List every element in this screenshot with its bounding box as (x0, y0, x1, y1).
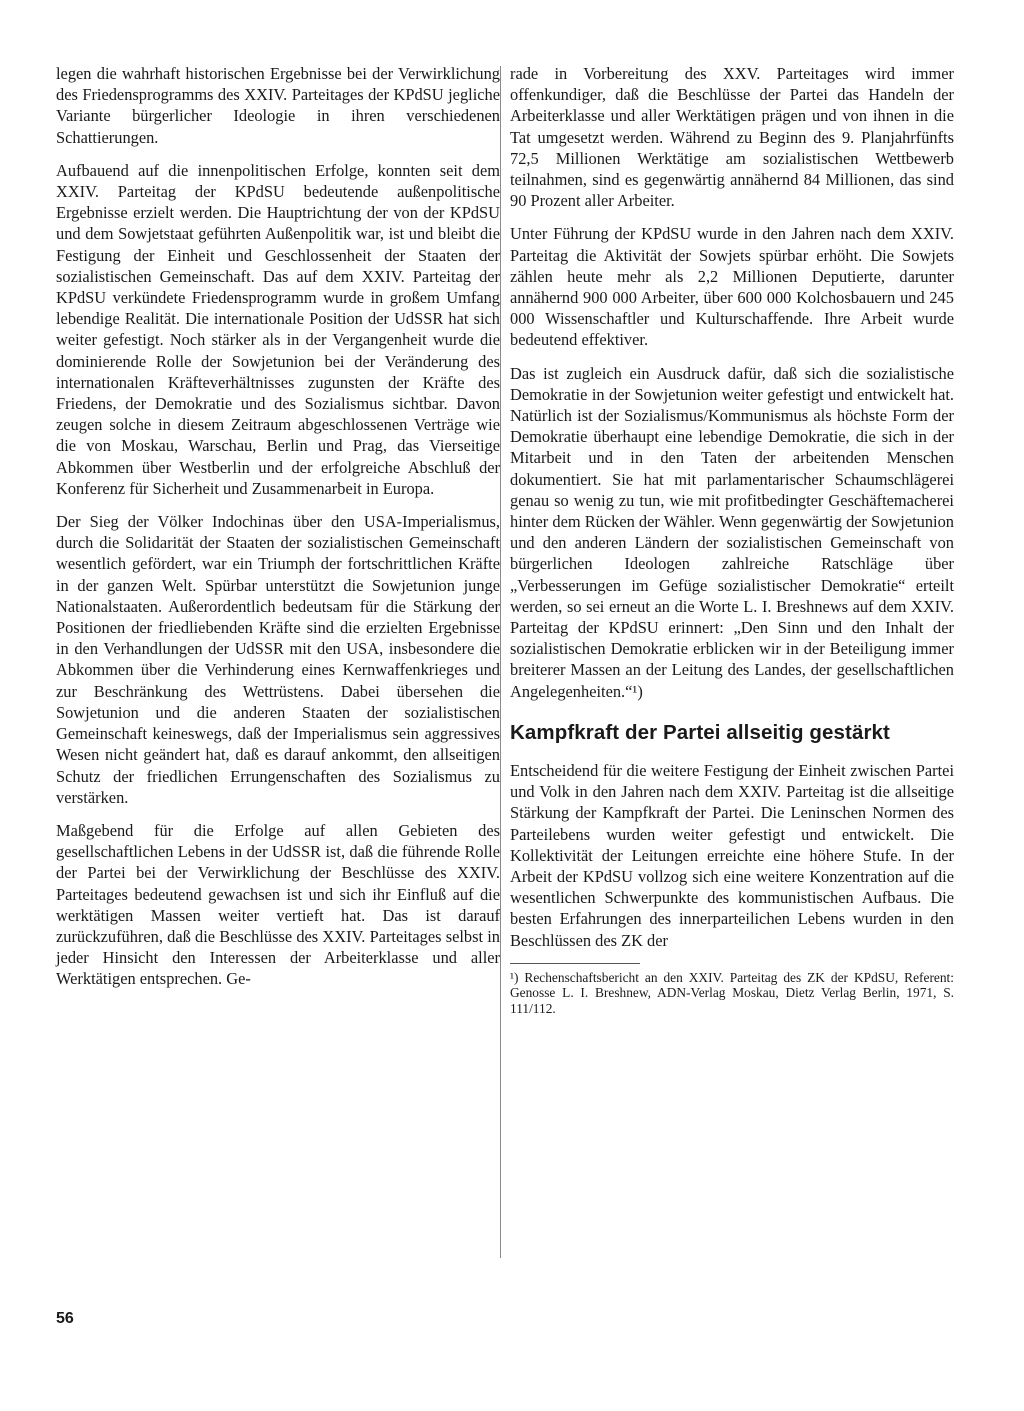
left-column (56, 63, 500, 1002)
paragraph: rade in Vorbereitung des XXV. Parteitages wird immer offenkundiger, daß die Beschlüsse der Partei das Handeln der Arbeiterklasse und aller Werktätigen prägen und von ihnen in die Tat umgesetzt werden. Während zu Beginn des 9. Planjahrfünfts 72,5 Millionen Werktätige am sozialistischen Wettbewerb teilnahmen, sind es gegenwärtig annähernd 84 Millionen, das sind 90 Prozent aller Arbeiter. (510, 64, 954, 211)
paragraph: Das ist zugleich ein Ausdruck dafür, daß sich die sozialistische Demokratie in der Sowjetunion weiter gefestigt und entwickelt hat. Natürlich ist der Sozialismus/Kommunismus als höchste Form der Demokratie überhaupt eine lebendige Demokratie, die sich in der Mitarbeit und in den Taten der arbeitenden Menschen dokumentiert. Sie hat mit parlamentarischer Schaumschlägerei genau so wenig zu tun, wie mit profitbedingter Geschäftemacherei hinter dem Rücken der Wähler. Wenn gegenwärtig der Sowjetunion und den anderen Ländern der sozialistischen Gemeinschaft von bürgerlichen Ideologen zahlreiche Ratschläge über „Verbesserungen im Gefüge sozialistischer Demokratie“ erteilt werden, so sei erneut an die Worte L. I. Breshnews auf dem XXIV. Parteitag der KPdSU erinnert: „Den Sinn und den Inhalt der sozialistischen Demokratie erblicken wir in der Beteiligung immer breiterer Massen an der Leitung des Landes, der gesellschaftlichen Angelegenheiten.“¹) (510, 363, 954, 701)
paragraph: Der Sieg der Völker Indochinas über den USA-Imperialismus, durch die Solidarität der Staaten der sozialistischen Gemeinschaft wesentlich gefördert, war ein Triumph der fortschrittlichen Kräfte in der ganzen Welt. Spürbar unterstützt die Sowjetunion junge Nationalstaaten. Außerordentlich bedeutsam für die Stärkung der Positionen der friedliebenden Kräfte sind die erzielten Ergebnisse in den Verhandlungen der UdSSR mit den USA, insbesondere die Abkommen über die Verhinderung eines Kernwaffenkrieges und zur Beschränkung des Wettrüstens. Dabei übersehen die Sowjetunion und die anderen Staaten der sozialistischen Gemeinschaft keineswegs, daß der Imperialismus sein aggressives Wesen nicht geändert hat, daß es darauf ankommt, den allseitigen Schutz der friedlichen Errungenschaften des Sozialismus zu verstärken. (56, 512, 500, 807)
right-column (510, 63, 954, 1017)
paragraph: Aufbauend auf die innenpolitischen Erfolge, konnten seit dem XXIV. Parteitag der KPdSU bedeutende außenpolitische Ergebnisse erzielt werden. Die Hauptrichtung der von der KPdSU und dem Sowjetstaat geführten Außenpolitik war, ist und bleibt die Festigung der Einheit und Geschlossenheit der Staaten der sozialistischen Gemeinschaft. Das auf dem XXIV. Parteitag der KPdSU verkündete Friedensprogramm wurde in großem Umfang lebendige Realität. Die internationale Position der UdSSR hat sich weiter gefestigt. Noch stärker als in der Vergangenheit wurde die dominierende Rolle der Sowjetunion bei der Veränderung des internationalen Kräfteverhältnisses zugunsten der Kräfte des Friedens, der Demokratie und des Sozialismus sichtbar. Davon zeugen solche in diesem Zeitraum abgeschlossenen Verträge wie die von Moskau, Warschau, Berlin und Prag, das Vierseitige Abkommen über Westberlin und der erfolgreiche Abschluß der Konferenz für Sicherheit und Zusammenarbeit in Europa. (56, 160, 500, 498)
column-divider (500, 66, 501, 1258)
page-number: 56 (56, 1310, 74, 1327)
section-heading: Kampfkraft der Partei allseitig gestärkt (510, 720, 890, 744)
footnote-divider (510, 963, 640, 964)
footnote: ¹) Rechenschaftsbericht an den XXIV. Parteitag des ZK der KPdSU, Referent: Genosse L. I. Breshnew, ADN-Verlag Moskau, Dietz Verlag Berlin, 1971, S. 111/112. (510, 969, 954, 1016)
paragraph: Maßgebend für die Erfolge auf allen Gebieten des gesellschaftlichen Lebens in der UdSSR ist, daß die führende Rolle der Partei bei der Verwirklichung der Beschlüsse des XXIV. Parteitages bedeutend gewachsen ist und sich ihr Einfluß auf die werktätigen Massen weiter vertieft hat. Das ist darauf zurückzuführen, daß die Beschlüsse des XXIV. Parteitages selbst in jeder Hinsicht den Interessen der Arbeiterklasse und aller Werktätigen entsprechen. Ge- (56, 820, 500, 989)
paragraph: Unter Führung der KPdSU wurde in den Jahren nach dem XXIV. Parteitag die Aktivität der Sowjets spürbar erhöht. Die Sowjets zählen heute mehr als 2,2 Millionen Deputierte, darunter annähernd 900 000 Arbeiter, über 600 000 Kolchosbauern und 245 000 Wissenschaftler und Kulturschaffende. Ihre Arbeit wurde bedeutend effektiver. (510, 224, 954, 350)
paragraph: legen die wahrhaft historischen Ergebnisse bei der Verwirklichung des Friedensprogramms des XXIV. Parteitages der KPdSU jegliche Variante bürgerlicher Ideologie in ihren verschiedenen Schattierungen. (56, 64, 500, 147)
paragraph: Entscheidend für die weitere Festigung der Einheit zwischen Partei und Volk in den Jahren nach dem XXIV. Parteitag ist die allseitige Stärkung der Kampfkraft der Partei. Die Leninschen Normen des Parteilebens wurden weiter gefestigt und entwickelt. Die Kollektivität der Leitungen erreichte eine höhere Stufe. In der Arbeit der KPdSU vollzog sich eine weitere Konzentration auf die wesentlichen Schwerpunkte des kommunistischen Aufbaus. Die besten Erfahrungen des innerparteilichen Lebens wurden in den Beschlüssen des ZK der (510, 760, 954, 950)
